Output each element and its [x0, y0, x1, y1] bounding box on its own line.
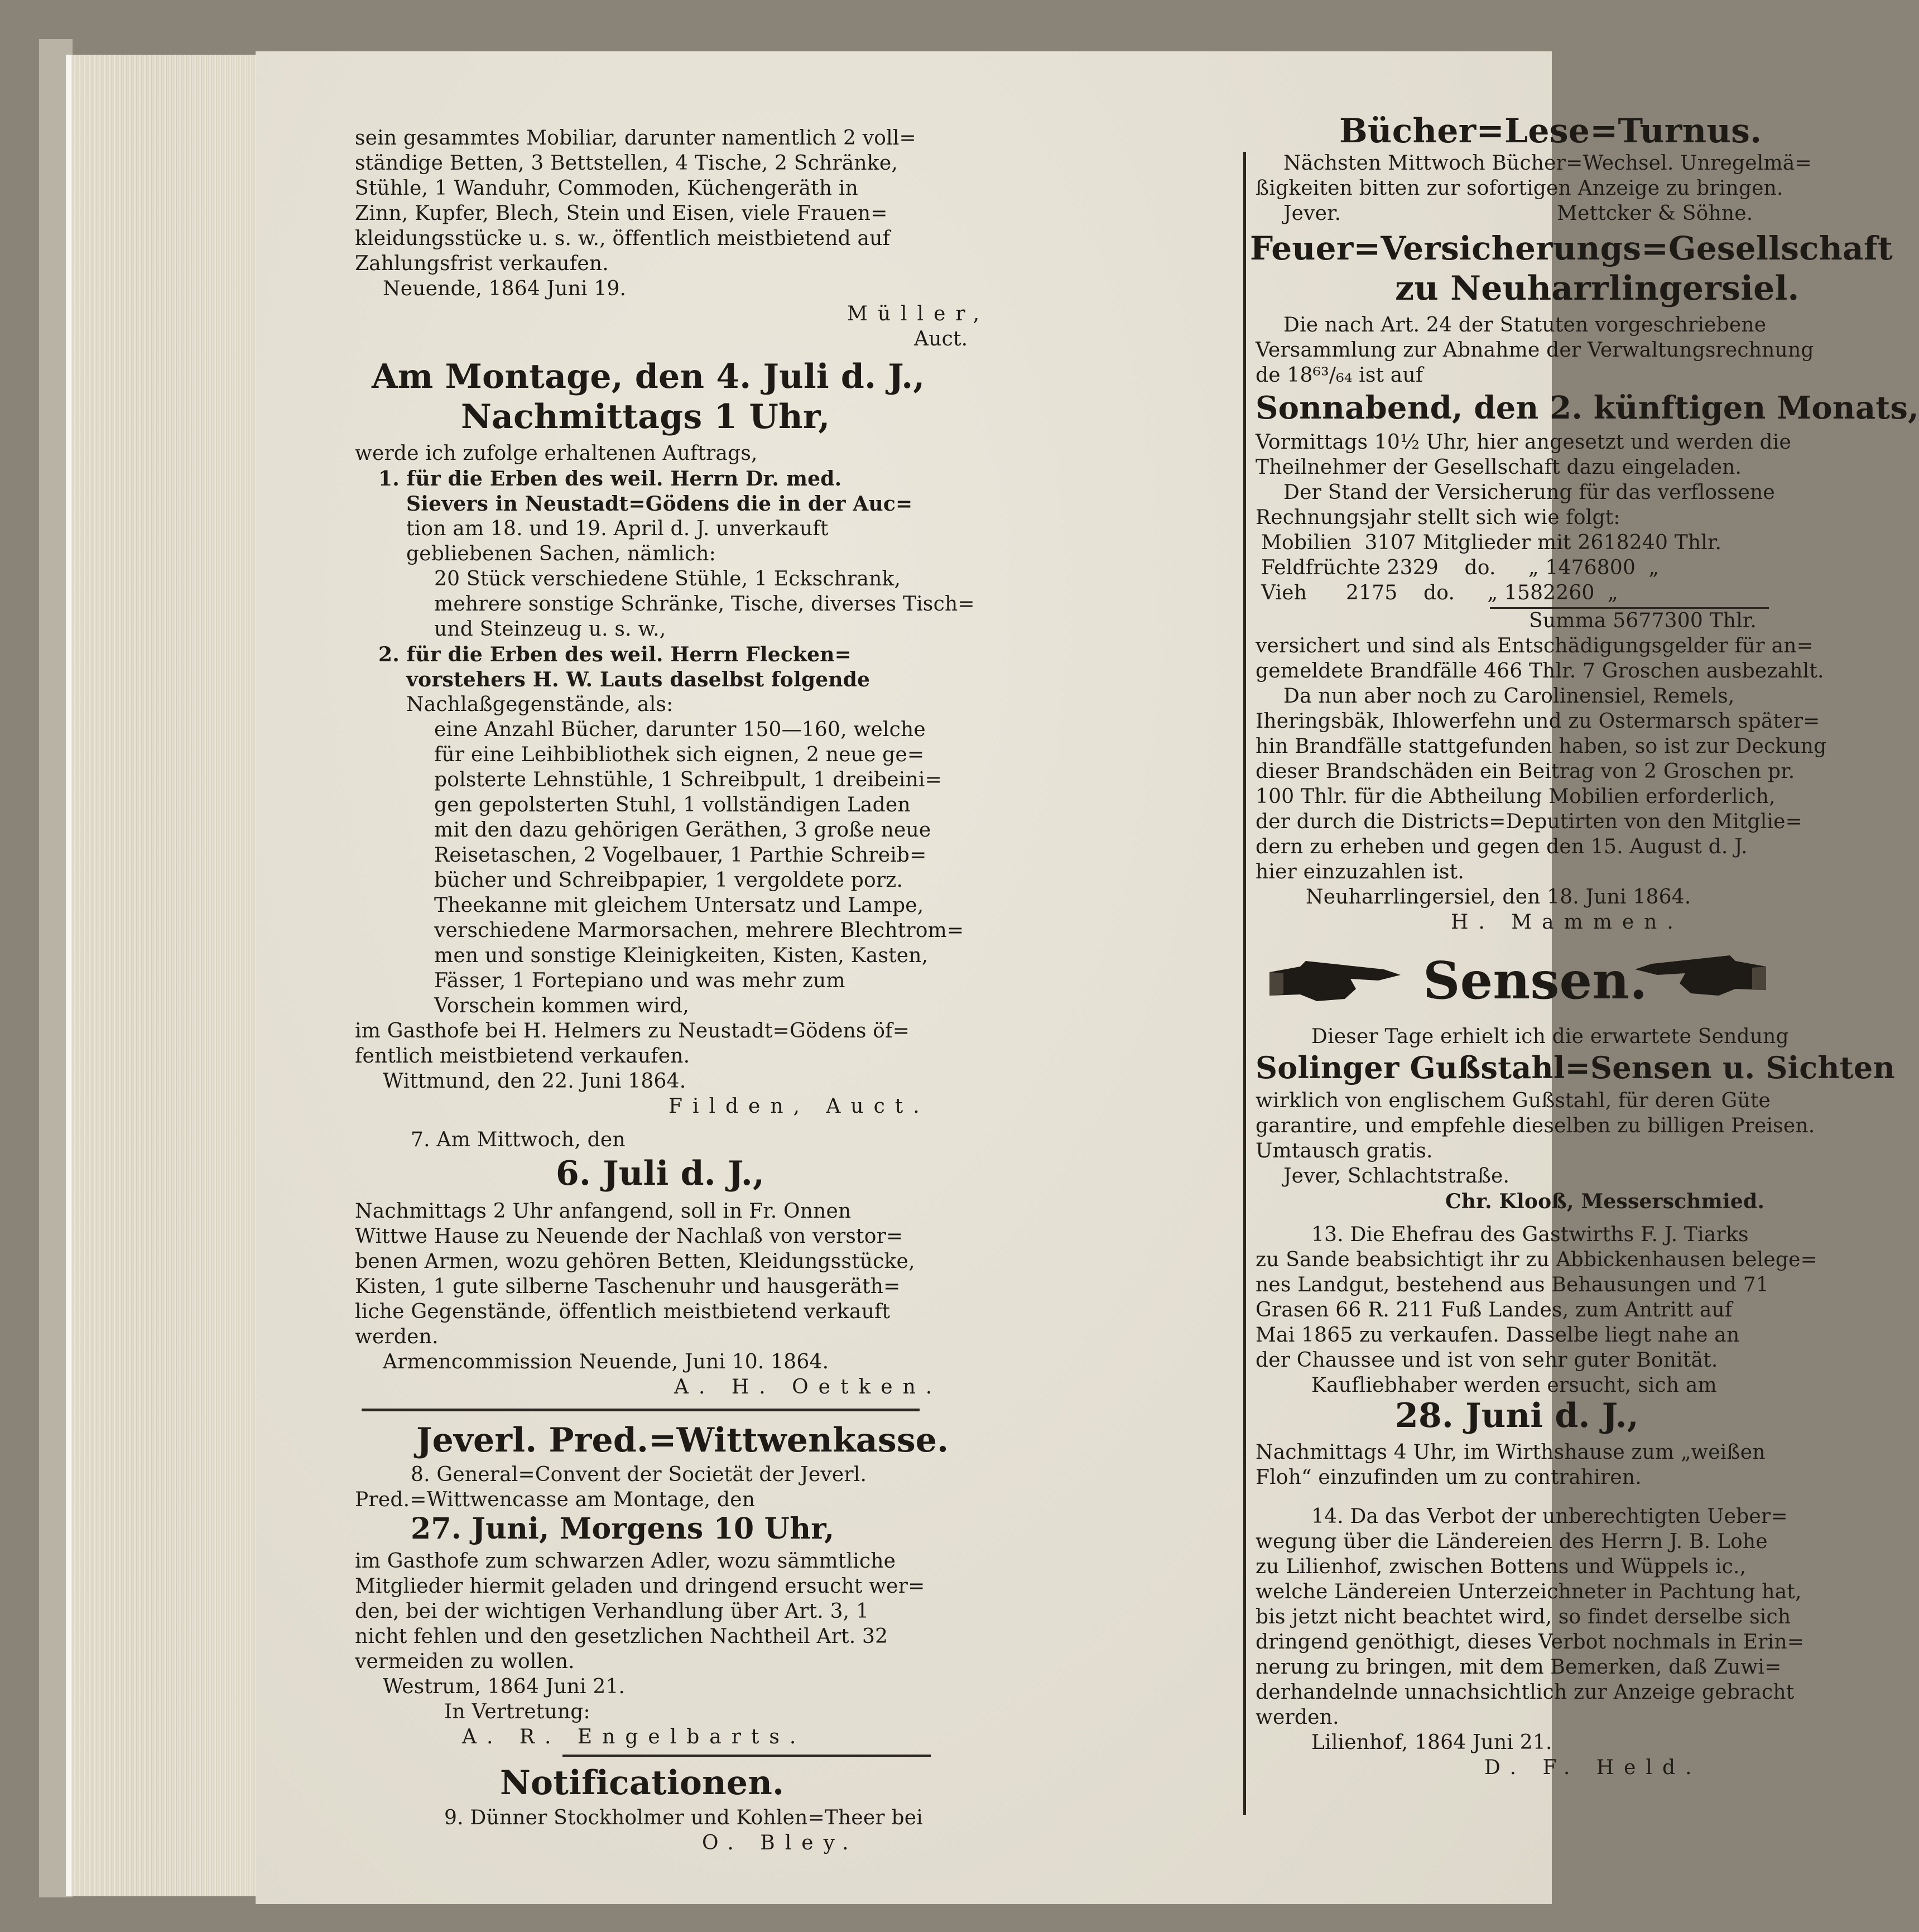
- text-line: Dieser Tage erhielt ich die erwartete Sendung: [1311, 1025, 1789, 1048]
- text-line: fentlich meistbietend verkaufen.: [355, 1045, 690, 1068]
- text-line: welche Ländereien Unterzeichneter in Pachtung hat,: [1256, 1580, 1802, 1603]
- text-line: Stühle, 1 Wanduhr, Commoden, Küchengeräth in: [355, 177, 858, 200]
- text-line: Reisetaschen, 2 Vogelbauer, 1 Parthie Schreib=: [434, 844, 927, 867]
- date-heading: 6. Juli d. J.,: [556, 1154, 765, 1193]
- signature: H. Mammen.: [1451, 911, 1684, 934]
- signature: O. Bley.: [702, 1832, 859, 1854]
- text-line: Vorschein kommen wird,: [434, 994, 689, 1017]
- section-heading: Jeverl. Pred.=Wittwenkasse.: [416, 1421, 949, 1460]
- text-line: Neuharrlingersiel, den 18. Juni 1864.: [1306, 886, 1691, 909]
- text-line: Jever, Schlachtstraße.: [1283, 1165, 1510, 1188]
- text-line: mehrere sonstige Schränke, Tische, diverses Tisch=: [434, 593, 975, 616]
- text-line: sein gesammtes Mobiliar, darunter namentlich 2 voll=: [355, 127, 916, 150]
- page-stack-edge: [66, 55, 261, 1896]
- text-line: hin Brandfälle stattgefunden haben, so ist zur Deckung: [1256, 735, 1827, 758]
- signature: D. F. Held.: [1484, 1756, 1702, 1779]
- text-line: nerung zu bringen, mit dem Bemerken, daß Zuwi=: [1256, 1656, 1782, 1679]
- section-heading: Bücher=Lese=Turnus.: [1339, 112, 1762, 151]
- text-line: 20 Stück verschiedene Stühle, 1 Eckschrank,: [434, 568, 901, 590]
- text-line: eine Anzahl Bücher, darunter 150—160, welche: [434, 718, 926, 741]
- text-line: Auct.: [914, 328, 968, 350]
- text-line: Rechnungsjahr stellt sich wie folgt:: [1256, 506, 1620, 529]
- text-line: 1. für die Erben des weil. Herrn Dr. med.: [378, 467, 842, 491]
- text-line: mit den dazu gehörigen Geräthen, 3 große neue: [434, 819, 931, 842]
- text-line: dieser Brandschäden ein Beitrag von 2 Groschen pr.: [1256, 760, 1795, 783]
- text-line: für eine Leihbibliothek sich eignen, 2 neue ge=: [434, 743, 925, 766]
- text-line: In Vertretung:: [444, 1700, 590, 1723]
- text-line: 8. General=Convent der Societät der Jeverl.: [411, 1463, 867, 1486]
- text-line: Theekanne mit gleichem Untersatz und Lampe,: [434, 894, 924, 917]
- text-line: Sievers in Neustadt=Gödens die in der Auc=: [406, 492, 913, 516]
- date-heading: 27. Juni, Morgens 10 Uhr,: [411, 1512, 835, 1546]
- pointing-hand-right-icon: [1267, 950, 1406, 1011]
- text-line: Jever.: [1283, 202, 1341, 225]
- section-heading: Notificationen.: [500, 1763, 785, 1803]
- text-line: Theilnehmer der Gesellschaft dazu eingeladen.: [1256, 456, 1742, 479]
- signature: A. R. Engelbarts.: [462, 1726, 806, 1748]
- text-line: werden.: [1256, 1706, 1339, 1729]
- text-line: Armencommission Neuende, Juni 10. 1864.: [383, 1351, 829, 1373]
- newspaper-page: [256, 51, 1919, 1904]
- sum-rule: [1490, 607, 1769, 609]
- text-line: kleidungsstücke u. s. w., öffentlich meistbietend auf: [355, 227, 891, 250]
- text-line: Kaufliebhaber werden ersucht, sich am: [1311, 1374, 1717, 1397]
- text-line: Wittmund, den 22. Juni 1864.: [383, 1070, 686, 1093]
- text-line: Vormittags 10½ Uhr, hier angesetzt und werden die: [1256, 431, 1792, 454]
- signature: Mettcker & Söhne.: [1557, 202, 1753, 225]
- text-line: wegung über die Ländereien des Herrn J. B. Lohe: [1256, 1530, 1768, 1553]
- column-divider: [1243, 152, 1246, 1815]
- text-line: werden.: [355, 1325, 439, 1348]
- text-line: dern zu erheben und gegen den 15. August d. J.: [1256, 835, 1748, 858]
- insurance-total: Summa 5677300 Thlr.: [1529, 609, 1757, 632]
- text-line: vorstehers H. W. Lauts daselbst folgende: [406, 668, 870, 691]
- text-line: zu Sande beabsichtigt ihr zu Abbickenhausen belege=: [1256, 1248, 1817, 1271]
- text-line: Grasen 66 R. 211 Fuß Landes, zum Antritt auf: [1256, 1299, 1733, 1321]
- text-line: der durch die Districts=Deputirten von den Mitglie=: [1256, 810, 1803, 833]
- text-line: Fässer, 1 Fortepiano und was mehr zum: [434, 969, 845, 992]
- text-line: dringend genöthigt, dieses Verbot nochmals in Erin=: [1256, 1631, 1805, 1654]
- text-line: 14. Da das Verbot der unberechtigten Ueber=: [1311, 1505, 1788, 1528]
- section-rule: [562, 1755, 931, 1757]
- text-line: Nachmittags 4 Uhr, im Wirthshause zum „weißen: [1256, 1441, 1766, 1464]
- text-line: men und sonstige Kleinigkeiten, Kisten, Kasten,: [434, 944, 929, 967]
- text-line: hier einzuzahlen ist.: [1256, 861, 1464, 883]
- text-line: zu Lilienhof, zwischen Bottens und Wüppels ic.,: [1256, 1555, 1747, 1578]
- auctioneer-signature: Müller,: [847, 302, 990, 325]
- text-line: versichert und sind als Entschädigungsgelder für an=: [1256, 635, 1814, 657]
- text-line: den, bei der wichtigen Verhandlung über Art. 3, 1: [355, 1600, 869, 1623]
- text-line: wirklich von englischem Gußstahl, für deren Güte: [1256, 1089, 1771, 1112]
- pointing-hand-left-icon: [1629, 944, 1769, 1006]
- text-line: ständige Betten, 3 Bettstellen, 4 Tische, 2 Schränke,: [355, 152, 898, 175]
- text-line: Mai 1865 zu verkaufen. Dasselbe liegt nahe an: [1256, 1324, 1740, 1347]
- text-line: 7. Am Mittwoch, den: [411, 1128, 626, 1151]
- text-line: gebliebenen Sachen, nämlich:: [406, 542, 716, 565]
- text-line: Lilienhof, 1864 Juni 21.: [1311, 1731, 1552, 1754]
- text-line: Kisten, 1 gute silberne Taschenuhr und hausgeräth=: [355, 1275, 901, 1298]
- signature: A. H. Oetken.: [674, 1376, 942, 1398]
- text-line: nicht fehlen und den gesetzlichen Nachtheil Art. 32: [355, 1625, 888, 1648]
- text-line: Iheringsbäk, Ihlowerfehn und zu Ostermarsch später=: [1256, 710, 1820, 733]
- text-line: Versammlung zur Abnahme der Verwaltungsrechnung: [1256, 339, 1814, 362]
- section-heading: Feuer=Versicherungs=Gesellschaft: [1250, 229, 1893, 267]
- signature: Chr. Klooß, Messerschmied.: [1445, 1190, 1765, 1213]
- text-line: garantire, und empfehle dieselben zu billigen Preisen.: [1256, 1114, 1815, 1137]
- text-line: und Steinzeug u. s. w.,: [434, 618, 666, 641]
- text-line: Zahlungsfrist verkaufen.: [355, 252, 609, 275]
- text-line: tion am 18. und 19. April d. J. unverkauft: [406, 517, 829, 540]
- section-heading: zu Neuharrlingersiel.: [1395, 269, 1800, 308]
- text-line: bis jetzt nicht beachtet wird, so findet derselbe sich: [1256, 1606, 1791, 1628]
- text-line: der Chaussee und ist von sehr guter Bonität.: [1256, 1349, 1718, 1372]
- text-line: Zinn, Kupfer, Blech, Stein und Eisen, viele Frauen=: [355, 202, 888, 225]
- auctioneer-signature: Filden, Auct.: [668, 1095, 930, 1118]
- text-line: 13. Die Ehefrau des Gastwirths F. J. Tiarks: [1311, 1223, 1749, 1246]
- text-line: 100 Thlr. für die Abtheilung Mobilien erforderlich,: [1256, 785, 1776, 808]
- text-line: benen Armen, wozu gehören Betten, Kleidungsstücke,: [355, 1250, 915, 1273]
- text-line: Mitglieder hiermit geladen und dringend ersucht wer=: [355, 1575, 925, 1598]
- text-line: Da nun aber noch zu Carolinensiel, Remels,: [1283, 685, 1735, 708]
- text-line: de 18⁶³/₆₄ ist auf: [1256, 364, 1423, 387]
- insurance-table-row: Feldfrüchte 2329 do. „ 1476800 „: [1261, 556, 1660, 579]
- auction-heading: Am Montage, den 4. Juli d. J.,: [372, 357, 925, 396]
- insurance-table-row: Mobilien 3107 Mitglieder mit 2618240 Thlr.: [1261, 531, 1722, 554]
- text-line: polsterte Lehnstühle, 1 Schreibpult, 1 dreibeini=: [434, 768, 942, 791]
- section-rule: [362, 1409, 920, 1411]
- text-line: verschiedene Marmorsachen, mehrere Blechtrom=: [434, 919, 964, 942]
- text-line: Die nach Art. 24 der Statuten vorgeschriebene: [1283, 314, 1767, 337]
- text-line: Nächsten Mittwoch Bücher=Wechsel. Unregelmä=: [1283, 152, 1812, 175]
- text-line: Nachmittags 2 Uhr anfangend, soll in Fr. Onnen: [355, 1200, 852, 1223]
- text-line: liche Gegenstände, öffentlich meistbietend verkauft: [355, 1300, 891, 1323]
- text-line: 9. Dünner Stockholmer und Kohlen=Theer bei: [444, 1806, 923, 1829]
- text-line: Pred.=Wittwencasse am Montage, den: [355, 1488, 756, 1511]
- text-line: Umtausch gratis.: [1256, 1140, 1433, 1162]
- auction-time-heading: Nachmittags 1 Uhr,: [461, 397, 830, 436]
- text-line: bücher und Schreibpapier, 1 vergoldete porz.: [434, 869, 903, 892]
- text-line: derhandelnde unnachsichtlich zur Anzeige gebracht: [1256, 1681, 1795, 1704]
- text-line: Nachlaßgegenstände, als:: [406, 693, 674, 716]
- text-line: im Gasthofe bei H. Helmers zu Neustadt=Gödens öf=: [355, 1020, 910, 1042]
- text-line: Westrum, 1864 Juni 21.: [383, 1675, 626, 1698]
- text-line: Der Stand der Versicherung für das verflossene: [1283, 481, 1775, 504]
- text-line: ßigkeiten bitten zur sofortigen Anzeige zu bringen.: [1256, 177, 1783, 200]
- text-line: Wittwe Hause zu Neuende der Nachlaß von verstor=: [355, 1225, 903, 1248]
- section-heading: Sensen.: [1423, 950, 1648, 1011]
- text-line: werde ich zufolge erhaltenen Auftrags,: [355, 442, 758, 465]
- date-heading: Sonnabend, den 2. künftigen Monats,: [1256, 390, 1919, 426]
- text-line: gemeldete Brandfälle 466 Thlr. 7 Groschen ausbezahlt.: [1256, 660, 1824, 683]
- text-line: Floh“ einzufinden um zu contrahiren.: [1256, 1466, 1642, 1489]
- text-line: Neuende, 1864 Juni 19.: [383, 277, 627, 300]
- product-heading: Solinger Gußstahl=Sensen u. Sichten: [1256, 1050, 1895, 1085]
- text-line: 2. für die Erben des weil. Herrn Flecken=: [378, 643, 852, 666]
- text-line: nes Landgut, bestehend aus Behausungen und 71: [1256, 1273, 1769, 1296]
- text-line: gen gepolsterten Stuhl, 1 vollständigen Laden: [434, 794, 911, 816]
- text-line: im Gasthofe zum schwarzen Adler, wozu sämmtliche: [355, 1550, 896, 1573]
- date-heading: 28. Juni d. J.,: [1395, 1396, 1639, 1435]
- text-line: vermeiden zu wollen.: [355, 1650, 575, 1673]
- insurance-table-row: Vieh 2175 do. „ 1582260 „: [1261, 581, 1618, 604]
